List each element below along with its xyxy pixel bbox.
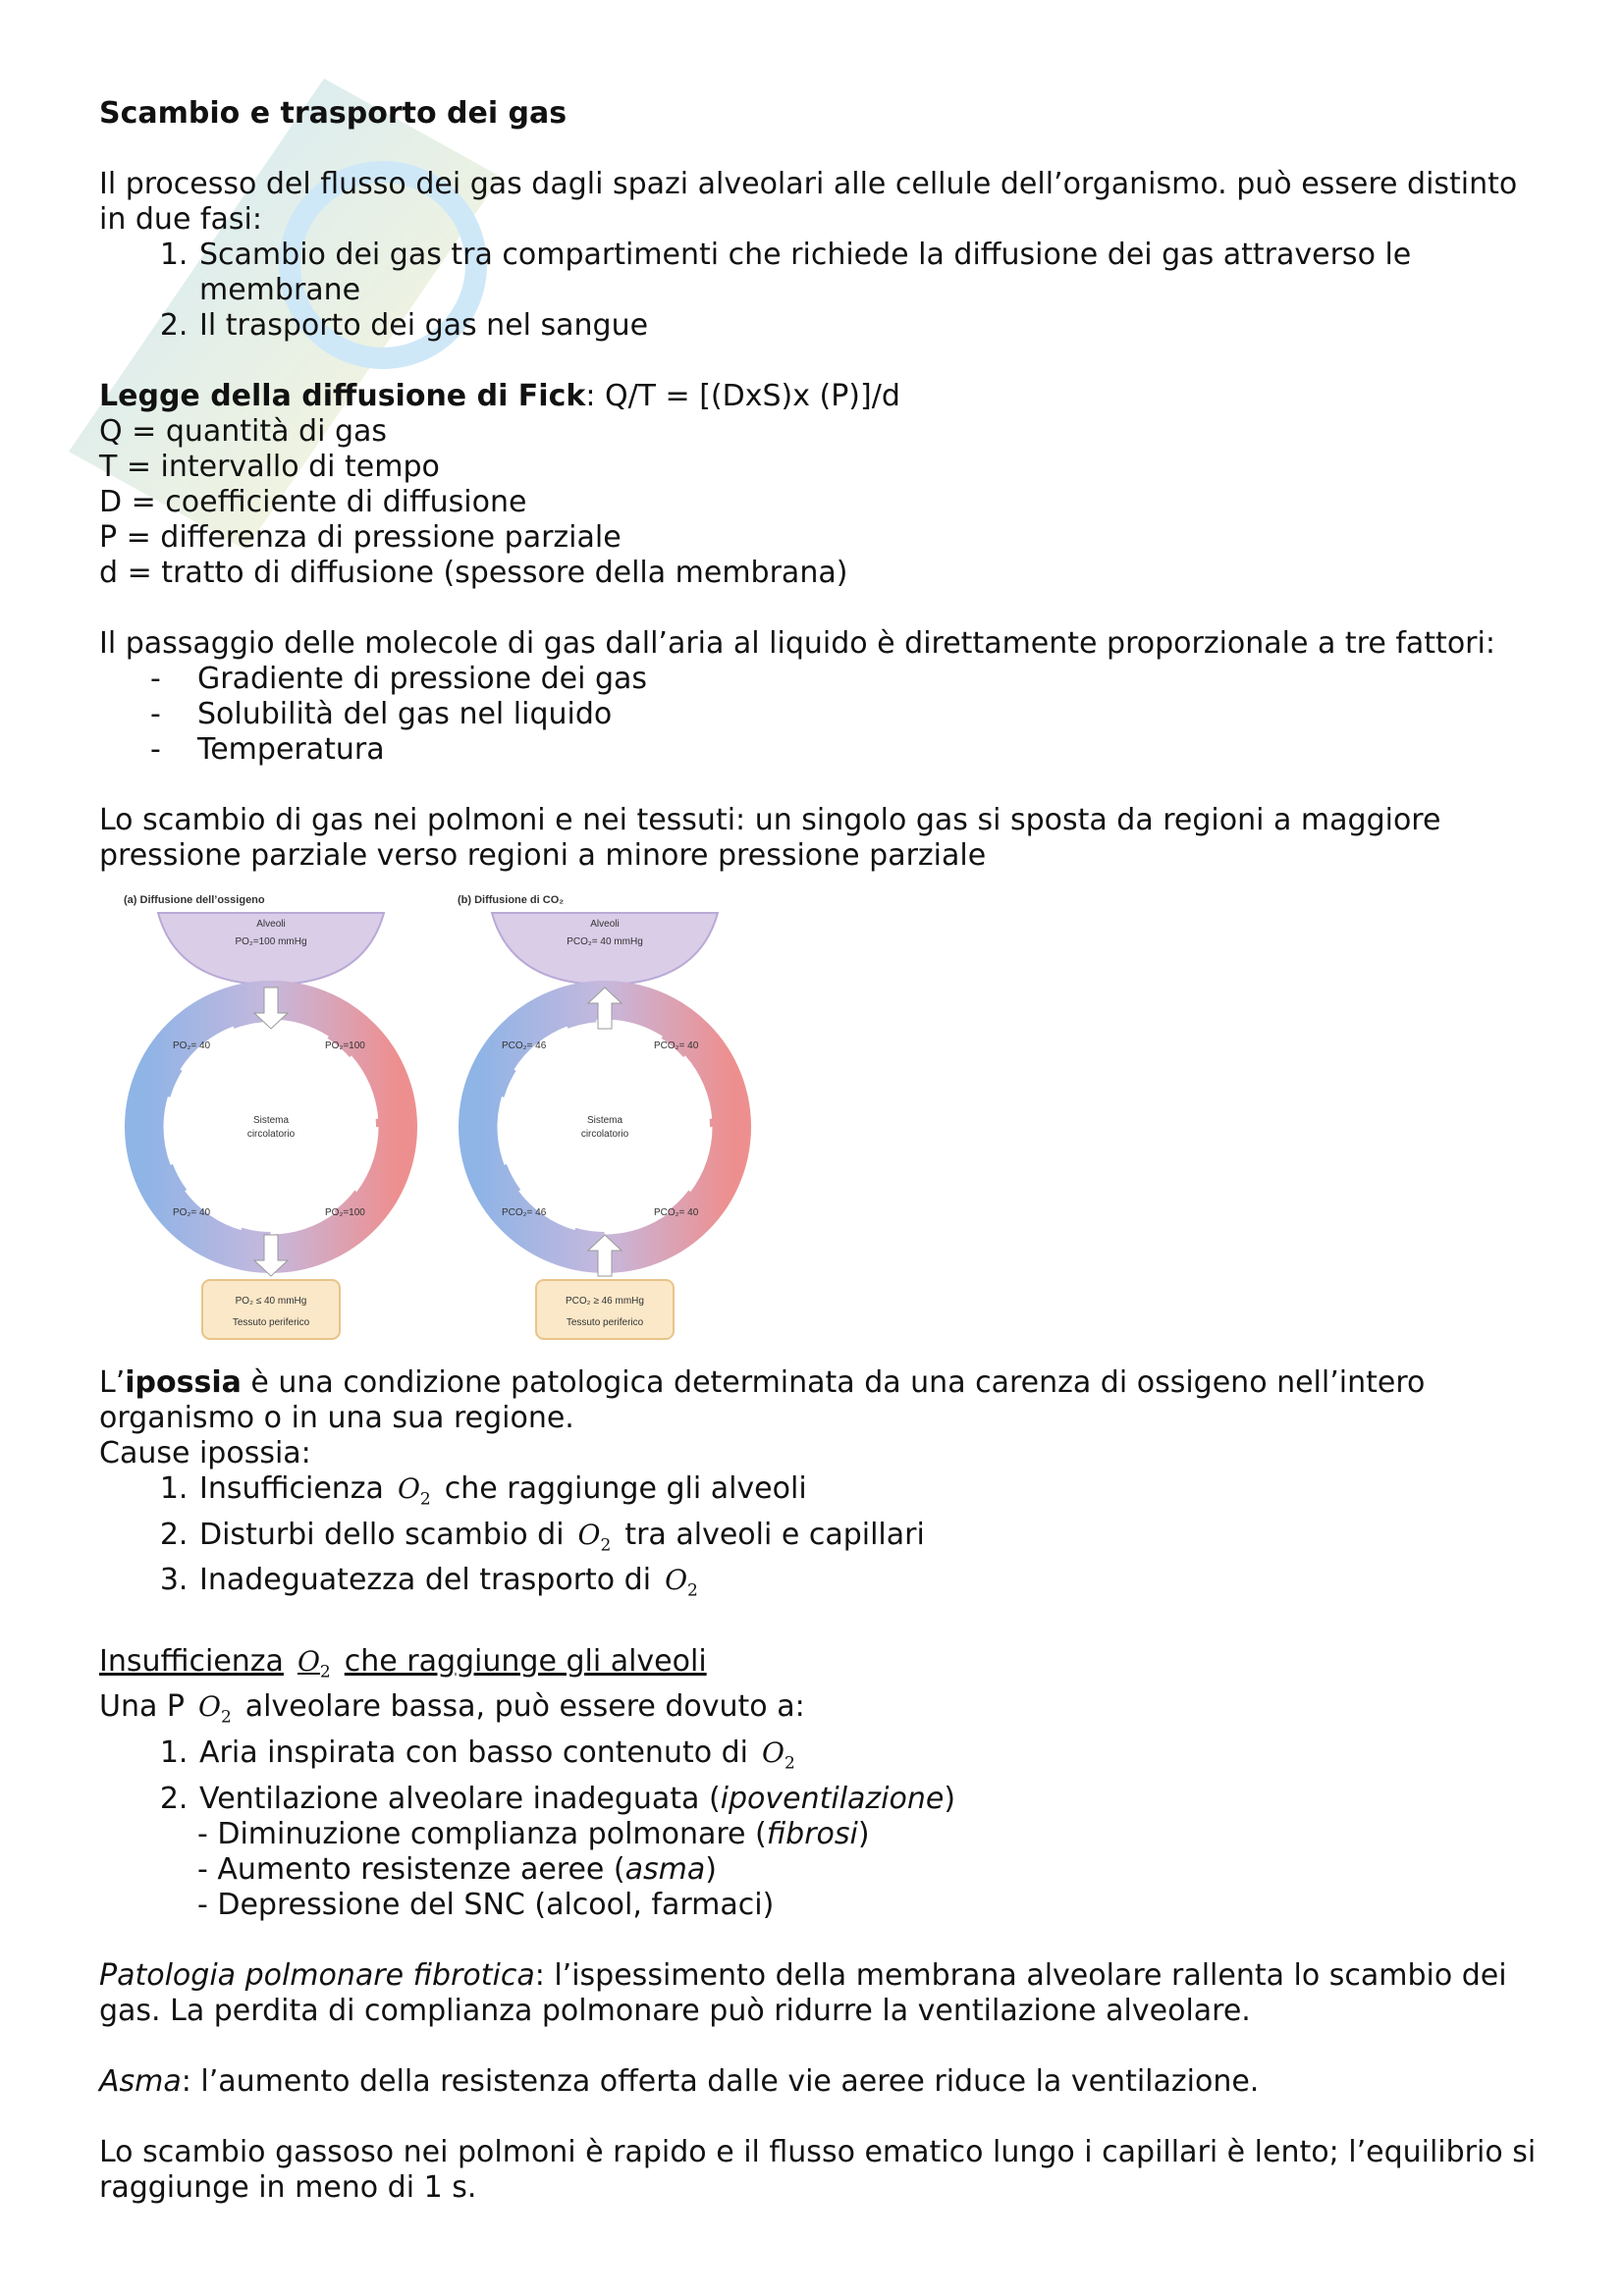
asthma-term: Asma bbox=[99, 2063, 182, 2099]
cause-text: che raggiunge gli alveoli bbox=[444, 1471, 807, 1506]
alveoli-pressure: PCO₂= 40 mmHg bbox=[567, 936, 643, 947]
o2-formula: $O_2$ bbox=[665, 1564, 698, 1601]
fick-def: Q = quantità di gas bbox=[99, 414, 388, 449]
hypoxia-definition bbox=[99, 1365, 1542, 1436]
pressure-label: PO₂=100 bbox=[325, 1207, 365, 1218]
hypoxia-prefix: L’ bbox=[99, 1365, 126, 1400]
pressure-label: PO₂= 40 bbox=[173, 1207, 211, 1218]
o2-formula: $O_2$ bbox=[397, 1472, 431, 1510]
causes-list bbox=[99, 1471, 1542, 1609]
tissue-label: Tessuto periferico bbox=[566, 1317, 644, 1328]
list-item bbox=[197, 1782, 1542, 1817]
insufficiency-line bbox=[99, 1689, 1542, 1735]
list-item bbox=[197, 1563, 1542, 1609]
fick-def: D = coefficiente di diffusione bbox=[99, 485, 527, 519]
list-item: - Gradiente di pressione dei gas bbox=[150, 662, 648, 696]
alveoli-label: Alveoli bbox=[590, 919, 620, 930]
pressure-label: PO₂= 40 bbox=[173, 1041, 211, 1051]
fick-def: T = intervallo di tempo bbox=[99, 450, 440, 484]
tissue-label: Tessuto periferico bbox=[232, 1317, 310, 1328]
tissue-pressure: PO₂ ≤ 40 mmHg bbox=[235, 1296, 307, 1307]
fick-def: d = tratto di diffusione (spessore della membrana) bbox=[99, 556, 848, 590]
asthma-text: : l’aumento della resistenza offerta dalle vie aeree riduce la ventilazione. bbox=[181, 2063, 1260, 2099]
center-label: circolatorio bbox=[580, 1129, 629, 1140]
center-label: Sistema bbox=[252, 1115, 290, 1126]
intro-list bbox=[99, 238, 1542, 344]
center-label: Sistema bbox=[586, 1115, 623, 1126]
center-label: circolatorio bbox=[246, 1129, 296, 1140]
fibrotic-term: Patologia polmonare fibrotica bbox=[99, 1957, 535, 1993]
factor-label: Solubilità del gas nel liquido bbox=[197, 697, 613, 731]
insufficiency-heading bbox=[99, 1644, 1542, 1690]
page-title: Scambio e trasporto dei gas bbox=[99, 96, 568, 131]
closing-paragraph: Lo scambio gassoso nei polmoni è rapido e il flusso ematico lungo i capillari è lento; l’equilibrio si raggiunge in meno di 1 s. bbox=[99, 2134, 1537, 2205]
hypoxia-text: è una condizione patologica determinata da una carenza di ossigeno nell’intero organismo o in una sua regione. bbox=[99, 1365, 1426, 1435]
list-item bbox=[197, 1471, 1542, 1518]
exchange-text: Lo scambio di gas nei polmoni e nei tessuti: un singolo gas si sposta da regioni a maggiore pressione parziale verso regioni a minore pressione parziale bbox=[99, 803, 1441, 873]
pressure-label: PCO₂= 40 bbox=[654, 1207, 699, 1218]
list-item: - Temperatura bbox=[150, 732, 385, 767]
line-text: Una P bbox=[99, 1689, 185, 1725]
gas-diffusion-figure bbox=[119, 891, 786, 1343]
insufficiency-list bbox=[99, 1735, 1542, 1817]
tissue-pressure: PCO₂ ≥ 46 mmHg bbox=[566, 1296, 644, 1307]
fick-def: P = differenza di pressione parziale bbox=[99, 520, 622, 555]
heading-text: che raggiunge gli alveoli bbox=[344, 1643, 707, 1679]
item-text: Aria inspirata con basso contenuto di bbox=[199, 1735, 748, 1770]
factors-list bbox=[99, 662, 1542, 768]
list-item: 2. Il trasporto dei gas nel sangue bbox=[197, 308, 1542, 344]
sub-item: - Depressione del SNC (alcool, farmaci) bbox=[197, 1887, 775, 1922]
asthma-paragraph bbox=[99, 2064, 1542, 2100]
list-item: - Solubilità del gas nel liquido bbox=[150, 697, 613, 731]
pressure-label: PCO₂= 46 bbox=[502, 1041, 547, 1051]
pressure-label: PO₂=100 bbox=[325, 1041, 365, 1051]
pressure-label: PCO₂= 46 bbox=[502, 1207, 547, 1218]
heading-text: Insufficienza bbox=[99, 1643, 284, 1679]
causes-label: Cause ipossia: bbox=[99, 1436, 311, 1470]
fibrotic-text: : l’ispessimento della membrana alveolare rallenta lo scambio dei gas. La perdita di complianza polmonare può ridurre la ventilazione alveolare. bbox=[99, 1957, 1507, 2028]
o2-formula: $O_2$ bbox=[577, 1518, 612, 1556]
factor-label: Gradiente di pressione dei gas bbox=[197, 662, 648, 696]
cause-text: Disturbi dello scambio di bbox=[199, 1517, 565, 1552]
hypoxia-term: ipossia bbox=[125, 1365, 242, 1400]
figure-panel-oxygen bbox=[124, 894, 397, 1339]
alveoli-label: Alveoli bbox=[256, 919, 286, 930]
cause-text: tra alveoli e capillari bbox=[624, 1517, 925, 1552]
cause-text: Inadeguatezza del trasporto di bbox=[199, 1563, 652, 1598]
list-item bbox=[197, 1518, 1542, 1564]
factor-label: Temperatura bbox=[197, 732, 385, 767]
alveoli-pressure: PO₂=100 mmHg bbox=[235, 936, 307, 947]
line-text: alveolare bassa, può essere dovuto a: bbox=[244, 1689, 805, 1725]
fick-law bbox=[99, 379, 1542, 414]
panel-caption: (b) Diffusione di CO₂ bbox=[458, 894, 565, 906]
item-italic: ipoventilazione bbox=[720, 1781, 945, 1816]
item-text: Ventilazione alveolare inadeguata ( bbox=[199, 1781, 721, 1816]
factors-text: Il passaggio delle molecole di gas dall’aria al liquido è direttamente proporzionale a tre fattori: bbox=[99, 626, 1495, 661]
o2-formula: $O_2$ bbox=[197, 1690, 232, 1728]
cause-text: Insufficienza bbox=[199, 1471, 384, 1506]
list-item bbox=[197, 1735, 1542, 1782]
item-text: ) bbox=[944, 1781, 956, 1816]
o2-formula: $O_2$ bbox=[761, 1735, 795, 1774]
o2-formula: $O_2$ bbox=[297, 1644, 331, 1682]
pressure-label: PCO₂= 40 bbox=[654, 1041, 699, 1051]
list-item: 1. Scambio dei gas tra compartimenti che richiede la diffusione dei gas attraverso le membrane bbox=[197, 238, 1542, 308]
fick-heading: Legge della diffusione di Fick bbox=[99, 379, 586, 413]
panel-caption: (a) Diffusione dell’ossigeno bbox=[124, 894, 265, 906]
document-page bbox=[99, 96, 1542, 2206]
sub-item: - Aumento resistenze aeree (asma) bbox=[197, 1851, 717, 1887]
fick-formula: : Q/T = [(DxS)x (P)]/d bbox=[585, 379, 900, 413]
intro-text: Il processo del flusso dei gas dagli spazi alveolari alle cellule dell’organismo. può essere distinto in due fasi: bbox=[99, 167, 1518, 237]
figure-panel-co2 bbox=[458, 894, 730, 1339]
fibrotic-paragraph bbox=[99, 1958, 1542, 2029]
sub-item: - Diminuzione complianza polmonare (fibrosi) bbox=[197, 1816, 870, 1851]
